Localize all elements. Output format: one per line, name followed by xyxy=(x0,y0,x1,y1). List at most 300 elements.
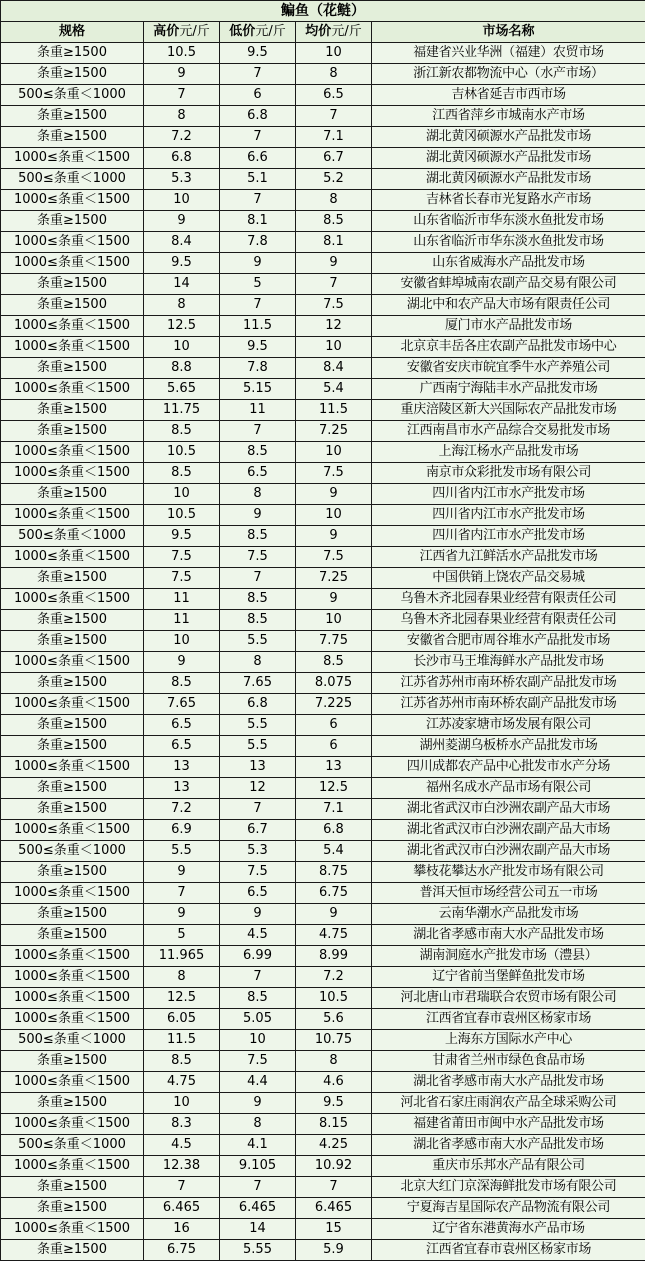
avg-price-cell: 5.4 xyxy=(296,841,372,862)
high-price-cell: 12.5 xyxy=(144,316,220,337)
spec-cell: 1000≤条重＜1500 xyxy=(1,442,144,463)
table-row xyxy=(1,190,645,211)
spec-cell: 条重≥1500 xyxy=(1,358,144,379)
low-price-cell: 8.5 xyxy=(220,589,296,610)
header-high-unit: 元/斤 xyxy=(179,24,210,39)
avg-price-cell: 7.25 xyxy=(296,421,372,442)
high-price-cell: 11 xyxy=(144,589,220,610)
table-row xyxy=(1,610,645,631)
spec-cell: 500≤条重＜1000 xyxy=(1,526,144,547)
header-high-label: 高价 xyxy=(153,24,180,39)
market-cell: 辽宁省东港黄海水产品市场 xyxy=(372,1219,645,1240)
spec-cell: 1000≤条重＜1500 xyxy=(1,190,144,211)
spec-cell: 1000≤条重＜1500 xyxy=(1,316,144,337)
avg-price-cell: 8.075 xyxy=(296,673,372,694)
avg-price-cell: 8 xyxy=(296,1051,372,1072)
spec-cell: 1000≤条重＜1500 xyxy=(1,1072,144,1093)
avg-price-cell: 10 xyxy=(296,505,372,526)
market-cell: 江西省宜春市袁州区杨家市场 xyxy=(372,1009,645,1030)
table-row xyxy=(1,1051,645,1072)
high-price-cell: 9 xyxy=(144,652,220,673)
spec-cell: 1000≤条重＜1500 xyxy=(1,1156,144,1177)
low-price-cell: 5.5 xyxy=(220,736,296,757)
spec-cell: 条重≥1500 xyxy=(1,1177,144,1198)
high-price-cell: 5.3 xyxy=(144,169,220,190)
low-price-cell: 8 xyxy=(220,484,296,505)
table-row xyxy=(1,1219,645,1240)
high-price-cell: 9 xyxy=(144,64,220,85)
market-cell: 江西南昌市水产品综合交易批发市场 xyxy=(372,421,645,442)
spec-cell: 条重≥1500 xyxy=(1,421,144,442)
market-cell: 北京大红门京深海鲜批发市场有限公司 xyxy=(372,1177,645,1198)
market-cell: 上海江杨水产品批发市场 xyxy=(372,442,645,463)
header-low-label: 低价 xyxy=(229,24,256,39)
spec-cell: 500≤条重＜1000 xyxy=(1,169,144,190)
spec-cell: 1000≤条重＜1500 xyxy=(1,694,144,715)
low-price-cell: 9 xyxy=(220,904,296,925)
high-price-cell: 16 xyxy=(144,1219,220,1240)
low-price-cell: 8 xyxy=(220,652,296,673)
market-cell: 江苏省苏州市南环桥农副产品批发市场 xyxy=(372,694,645,715)
low-price-cell: 7 xyxy=(220,127,296,148)
table-row xyxy=(1,1030,645,1051)
header-avg-unit: 元/斤 xyxy=(331,24,362,39)
market-cell: 上海东方国际水产中心 xyxy=(372,1030,645,1051)
spec-cell: 1000≤条重＜1500 xyxy=(1,757,144,778)
spec-cell: 条重≥1500 xyxy=(1,631,144,652)
avg-price-cell: 7 xyxy=(296,1177,372,1198)
high-price-cell: 6.5 xyxy=(144,736,220,757)
market-cell: 普洱天恒市场经营公司五一市场 xyxy=(372,883,645,904)
low-price-cell: 6.8 xyxy=(220,694,296,715)
avg-price-cell: 9 xyxy=(296,526,372,547)
avg-price-cell: 12.5 xyxy=(296,778,372,799)
low-price-cell: 6.465 xyxy=(220,1198,296,1219)
header-low-unit: 元/斤 xyxy=(255,24,286,39)
spec-cell: 条重≥1500 xyxy=(1,568,144,589)
high-price-cell: 6.465 xyxy=(144,1198,220,1219)
avg-price-cell: 7.75 xyxy=(296,631,372,652)
table-row xyxy=(1,841,645,862)
low-price-cell: 9 xyxy=(220,505,296,526)
market-cell: 江西省萍乡市城南水产市场 xyxy=(372,106,645,127)
spec-cell: 500≤条重＜1000 xyxy=(1,841,144,862)
avg-price-cell: 6.5 xyxy=(296,85,372,106)
avg-price-cell: 8 xyxy=(296,190,372,211)
spec-cell: 条重≥1500 xyxy=(1,736,144,757)
header-row xyxy=(1,22,645,43)
spec-cell: 1000≤条重＜1500 xyxy=(1,820,144,841)
market-cell: 湖北省孝感市南大水产品批发市场 xyxy=(372,1135,645,1156)
avg-price-cell: 7.225 xyxy=(296,694,372,715)
avg-price-cell: 8.99 xyxy=(296,946,372,967)
spec-cell: 条重≥1500 xyxy=(1,127,144,148)
spec-cell: 条重≥1500 xyxy=(1,610,144,631)
table-row xyxy=(1,127,645,148)
avg-price-cell: 6.7 xyxy=(296,148,372,169)
avg-price-cell: 9 xyxy=(296,253,372,274)
high-price-cell: 6.9 xyxy=(144,820,220,841)
high-price-cell: 7.2 xyxy=(144,127,220,148)
low-price-cell: 8.5 xyxy=(220,988,296,1009)
spec-cell: 条重≥1500 xyxy=(1,106,144,127)
table-row xyxy=(1,715,645,736)
high-price-cell: 9.5 xyxy=(144,253,220,274)
low-price-cell: 5.5 xyxy=(220,631,296,652)
low-price-cell: 6.8 xyxy=(220,106,296,127)
low-price-cell: 11.5 xyxy=(220,316,296,337)
high-price-cell: 5.65 xyxy=(144,379,220,400)
table-row xyxy=(1,463,645,484)
market-cell: 安徽省蚌埠城南农副产品交易有限公司 xyxy=(372,274,645,295)
high-price-cell: 5 xyxy=(144,925,220,946)
low-price-cell: 7.8 xyxy=(220,232,296,253)
avg-price-cell: 5.2 xyxy=(296,169,372,190)
high-price-cell: 7 xyxy=(144,1177,220,1198)
avg-price-cell: 9 xyxy=(296,904,372,925)
market-cell: 南京市众彩批发市场有限公司 xyxy=(372,463,645,484)
high-price-cell: 10 xyxy=(144,484,220,505)
high-price-cell: 10 xyxy=(144,190,220,211)
avg-price-cell: 9 xyxy=(296,589,372,610)
table-row xyxy=(1,967,645,988)
table-row xyxy=(1,568,645,589)
spec-cell: 1000≤条重＜1500 xyxy=(1,652,144,673)
avg-price-cell: 12 xyxy=(296,316,372,337)
low-price-cell: 7.5 xyxy=(220,1051,296,1072)
table-row xyxy=(1,43,645,64)
low-price-cell: 10 xyxy=(220,1030,296,1051)
avg-price-cell: 10 xyxy=(296,442,372,463)
avg-price-cell: 6.465 xyxy=(296,1198,372,1219)
table-row xyxy=(1,337,645,358)
spec-cell: 1000≤条重＜1500 xyxy=(1,379,144,400)
market-cell: 乌鲁木齐北园春果业经营有限责任公司 xyxy=(372,610,645,631)
low-price-cell: 12 xyxy=(220,778,296,799)
market-cell: 湖北黄冈硕源水产品批发市场 xyxy=(372,148,645,169)
avg-price-cell: 6 xyxy=(296,736,372,757)
low-price-cell: 7.65 xyxy=(220,673,296,694)
header-spec-label: 规格 xyxy=(58,24,85,39)
spec-cell: 500≤条重＜1000 xyxy=(1,1135,144,1156)
spec-cell: 1000≤条重＜1500 xyxy=(1,589,144,610)
high-price-cell: 6.75 xyxy=(144,1240,220,1261)
avg-price-cell: 7 xyxy=(296,274,372,295)
spec-cell: 条重≥1500 xyxy=(1,673,144,694)
low-price-cell: 7 xyxy=(220,1177,296,1198)
market-cell: 四川成都农产品中心批发市水产分场 xyxy=(372,757,645,778)
market-cell: 辽宁省前当堡鲜鱼批发市场 xyxy=(372,967,645,988)
spec-cell: 条重≥1500 xyxy=(1,1051,144,1072)
market-cell: 湖北省武汉市白沙洲农副产品大市场 xyxy=(372,841,645,862)
high-price-cell: 8.5 xyxy=(144,673,220,694)
high-price-cell: 9 xyxy=(144,211,220,232)
header-avg-price xyxy=(296,22,372,43)
table-row xyxy=(1,736,645,757)
market-cell: 吉林省延吉市西市场 xyxy=(372,85,645,106)
table-row xyxy=(1,778,645,799)
spec-cell: 条重≥1500 xyxy=(1,43,144,64)
low-price-cell: 13 xyxy=(220,757,296,778)
low-price-cell: 6 xyxy=(220,85,296,106)
low-price-cell: 5 xyxy=(220,274,296,295)
market-cell: 河北唐山市君瑞联合农贸市场有限公司 xyxy=(372,988,645,1009)
low-price-cell: 9 xyxy=(220,253,296,274)
high-price-cell: 12.38 xyxy=(144,1156,220,1177)
high-price-cell: 9.5 xyxy=(144,526,220,547)
low-price-cell: 7.5 xyxy=(220,862,296,883)
high-price-cell: 10.5 xyxy=(144,442,220,463)
avg-price-cell: 10 xyxy=(296,337,372,358)
high-price-cell: 7.5 xyxy=(144,568,220,589)
market-cell: 山东省临沂市华东淡水鱼批发市场 xyxy=(372,232,645,253)
table-row xyxy=(1,589,645,610)
market-cell: 湖北黄冈硕源水产品批发市场 xyxy=(372,169,645,190)
spec-cell: 1000≤条重＜1500 xyxy=(1,988,144,1009)
high-price-cell: 7.2 xyxy=(144,799,220,820)
spec-cell: 条重≥1500 xyxy=(1,400,144,421)
spec-cell: 条重≥1500 xyxy=(1,1240,144,1261)
high-price-cell: 13 xyxy=(144,778,220,799)
header-market xyxy=(372,22,645,43)
market-cell: 山东省威海水产品批发市场 xyxy=(372,253,645,274)
high-price-cell: 10.5 xyxy=(144,43,220,64)
low-price-cell: 7 xyxy=(220,967,296,988)
avg-price-cell: 5.9 xyxy=(296,1240,372,1261)
high-price-cell: 9 xyxy=(144,904,220,925)
market-cell: 长沙市马王堆海鲜水产品批发市场 xyxy=(372,652,645,673)
spec-cell: 条重≥1500 xyxy=(1,274,144,295)
spec-cell: 1000≤条重＜1500 xyxy=(1,547,144,568)
high-price-cell: 8.5 xyxy=(144,1051,220,1072)
low-price-cell: 5.1 xyxy=(220,169,296,190)
spec-cell: 500≤条重＜1000 xyxy=(1,1030,144,1051)
spec-cell: 条重≥1500 xyxy=(1,1198,144,1219)
high-price-cell: 8 xyxy=(144,967,220,988)
avg-price-cell: 7.1 xyxy=(296,799,372,820)
low-price-cell: 5.3 xyxy=(220,841,296,862)
avg-price-cell: 7.5 xyxy=(296,295,372,316)
avg-price-cell: 8.4 xyxy=(296,358,372,379)
high-price-cell: 8.5 xyxy=(144,421,220,442)
table-row xyxy=(1,757,645,778)
high-price-cell: 11.75 xyxy=(144,400,220,421)
high-price-cell: 10 xyxy=(144,337,220,358)
avg-price-cell: 11.5 xyxy=(296,400,372,421)
high-price-cell: 7 xyxy=(144,883,220,904)
spec-cell: 1000≤条重＜1500 xyxy=(1,967,144,988)
avg-price-cell: 10.75 xyxy=(296,1030,372,1051)
market-cell: 四川省内江市水产批发市场 xyxy=(372,505,645,526)
market-cell: 广西南宁海陆丰水产品批发市场 xyxy=(372,379,645,400)
market-cell: 甘肃省兰州市绿色食品市场 xyxy=(372,1051,645,1072)
table-row xyxy=(1,1114,645,1135)
high-price-cell: 5.5 xyxy=(144,841,220,862)
table-row xyxy=(1,274,645,295)
table-row xyxy=(1,673,645,694)
low-price-cell: 7.5 xyxy=(220,547,296,568)
spec-cell: 条重≥1500 xyxy=(1,799,144,820)
spec-cell: 条重≥1500 xyxy=(1,1093,144,1114)
table-row xyxy=(1,316,645,337)
high-price-cell: 8.8 xyxy=(144,358,220,379)
market-cell: 湖州菱湖乌板桥水产品批发市场 xyxy=(372,736,645,757)
table-row xyxy=(1,1093,645,1114)
market-cell: 福建省兴业华洲（福建）农贸市场 xyxy=(372,43,645,64)
table-row xyxy=(1,421,645,442)
low-price-cell: 9.105 xyxy=(220,1156,296,1177)
header-market-label: 市场名称 xyxy=(482,24,535,39)
low-price-cell: 7.8 xyxy=(220,358,296,379)
avg-price-cell: 8 xyxy=(296,64,372,85)
spec-cell: 条重≥1500 xyxy=(1,778,144,799)
market-cell: 攀枝花攀达水产批发市场有限公司 xyxy=(372,862,645,883)
table-row xyxy=(1,925,645,946)
market-cell: 宁夏海吉星国际农产品物流有限公司 xyxy=(372,1198,645,1219)
market-cell: 安徽省合肥市周谷堆水产品批发市场 xyxy=(372,631,645,652)
avg-price-cell: 9.5 xyxy=(296,1093,372,1114)
table-row xyxy=(1,694,645,715)
high-price-cell: 4.75 xyxy=(144,1072,220,1093)
market-cell: 乌鲁木齐北园春果业经营有限责任公司 xyxy=(372,589,645,610)
low-price-cell: 5.15 xyxy=(220,379,296,400)
avg-price-cell: 5.6 xyxy=(296,1009,372,1030)
table-row xyxy=(1,379,645,400)
spec-cell: 1000≤条重＜1500 xyxy=(1,148,144,169)
spec-cell: 1000≤条重＜1500 xyxy=(1,1009,144,1030)
high-price-cell: 10 xyxy=(144,631,220,652)
table-row xyxy=(1,295,645,316)
market-cell: 湖北黄冈硕源水产品批发市场 xyxy=(372,127,645,148)
market-cell: 湖北中和农产品大市场有限责任公司 xyxy=(372,295,645,316)
market-cell: 福州名成水产品市场有限公司 xyxy=(372,778,645,799)
low-price-cell: 7 xyxy=(220,799,296,820)
spec-cell: 1000≤条重＜1500 xyxy=(1,946,144,967)
high-price-cell: 6.8 xyxy=(144,148,220,169)
low-price-cell: 8 xyxy=(220,1114,296,1135)
spec-cell: 1000≤条重＜1500 xyxy=(1,337,144,358)
spec-cell: 条重≥1500 xyxy=(1,715,144,736)
spec-cell: 条重≥1500 xyxy=(1,484,144,505)
avg-price-cell: 8.15 xyxy=(296,1114,372,1135)
table-title: 鳊鱼（花鲢） xyxy=(1,1,645,22)
market-cell: 北京京丰岳各庄农副产品批发市场中心 xyxy=(372,337,645,358)
low-price-cell: 4.1 xyxy=(220,1135,296,1156)
market-cell: 云南华潮水产品批发市场 xyxy=(372,904,645,925)
high-price-cell: 9 xyxy=(144,862,220,883)
table-row xyxy=(1,148,645,169)
low-price-cell: 9 xyxy=(220,1093,296,1114)
market-cell: 江西省宜春市袁州区杨家市场 xyxy=(372,1240,645,1261)
low-price-cell: 7 xyxy=(220,568,296,589)
market-cell: 安徽省安庆市皖宜季牛水产养殖公司 xyxy=(372,358,645,379)
low-price-cell: 14 xyxy=(220,1219,296,1240)
table-row xyxy=(1,946,645,967)
avg-price-cell: 10.92 xyxy=(296,1156,372,1177)
market-cell: 江苏凌家塘市场发展有限公司 xyxy=(372,715,645,736)
market-cell: 江西省九江鲜活水产品批发市场 xyxy=(372,547,645,568)
avg-price-cell: 7.1 xyxy=(296,127,372,148)
avg-price-cell: 13 xyxy=(296,757,372,778)
table-row xyxy=(1,862,645,883)
table-row xyxy=(1,631,645,652)
market-cell: 湖北省孝感市南大水产品批发市场 xyxy=(372,925,645,946)
table-row xyxy=(1,799,645,820)
avg-price-cell: 7.5 xyxy=(296,547,372,568)
low-price-cell: 5.05 xyxy=(220,1009,296,1030)
avg-price-cell: 6 xyxy=(296,715,372,736)
high-price-cell: 11 xyxy=(144,610,220,631)
market-cell: 四川省内江市水产批发市场 xyxy=(372,484,645,505)
avg-price-cell: 8.1 xyxy=(296,232,372,253)
avg-price-cell: 10 xyxy=(296,43,372,64)
high-price-cell: 11.5 xyxy=(144,1030,220,1051)
table-row xyxy=(1,505,645,526)
high-price-cell: 8.5 xyxy=(144,463,220,484)
header-avg-label: 均价 xyxy=(305,24,332,39)
low-price-cell: 9.5 xyxy=(220,337,296,358)
table-row xyxy=(1,1072,645,1093)
low-price-cell: 5.5 xyxy=(220,715,296,736)
market-cell: 江苏省苏州市南环桥农副产品批发市场 xyxy=(372,673,645,694)
avg-price-cell: 15 xyxy=(296,1219,372,1240)
market-cell: 湖北省孝感市南大水产品批发市场 xyxy=(372,1072,645,1093)
header-low-price xyxy=(220,22,296,43)
table-row xyxy=(1,484,645,505)
avg-price-cell: 4.75 xyxy=(296,925,372,946)
title-row xyxy=(1,1,645,22)
spec-cell: 条重≥1500 xyxy=(1,862,144,883)
low-price-cell: 7 xyxy=(220,190,296,211)
high-price-cell: 13 xyxy=(144,757,220,778)
table-row xyxy=(1,211,645,232)
market-cell: 福建省莆田市闽中水产品批发市场 xyxy=(372,1114,645,1135)
table-row xyxy=(1,1177,645,1198)
avg-price-cell: 9 xyxy=(296,484,372,505)
avg-price-cell: 10 xyxy=(296,610,372,631)
spec-cell: 1000≤条重＜1500 xyxy=(1,232,144,253)
market-cell: 湖北省武汉市白沙洲农副产品大市场 xyxy=(372,820,645,841)
table-row xyxy=(1,547,645,568)
avg-price-cell: 8.5 xyxy=(296,652,372,673)
low-price-cell: 9.5 xyxy=(220,43,296,64)
spec-cell: 1000≤条重＜1500 xyxy=(1,1219,144,1240)
spec-cell: 条重≥1500 xyxy=(1,64,144,85)
spec-cell: 1000≤条重＜1500 xyxy=(1,883,144,904)
market-cell: 山东省临沂市华东淡水鱼批发市场 xyxy=(372,211,645,232)
table-row xyxy=(1,106,645,127)
table-row xyxy=(1,1198,645,1219)
avg-price-cell: 7 xyxy=(296,106,372,127)
high-price-cell: 10 xyxy=(144,1093,220,1114)
table-row xyxy=(1,652,645,673)
high-price-cell: 8.3 xyxy=(144,1114,220,1135)
low-price-cell: 6.6 xyxy=(220,148,296,169)
avg-price-cell: 8.75 xyxy=(296,862,372,883)
table-row xyxy=(1,400,645,421)
table-row xyxy=(1,526,645,547)
low-price-cell: 6.5 xyxy=(220,883,296,904)
avg-price-cell: 7.25 xyxy=(296,568,372,589)
spec-cell: 条重≥1500 xyxy=(1,211,144,232)
avg-price-cell: 8.5 xyxy=(296,211,372,232)
market-cell: 湖南洞庭水产批发市场（澧县） xyxy=(372,946,645,967)
high-price-cell: 4.5 xyxy=(144,1135,220,1156)
high-price-cell: 7.5 xyxy=(144,547,220,568)
high-price-cell: 7.65 xyxy=(144,694,220,715)
spec-cell: 1000≤条重＜1500 xyxy=(1,1114,144,1135)
market-cell: 中国供销上饶农产品交易城 xyxy=(372,568,645,589)
